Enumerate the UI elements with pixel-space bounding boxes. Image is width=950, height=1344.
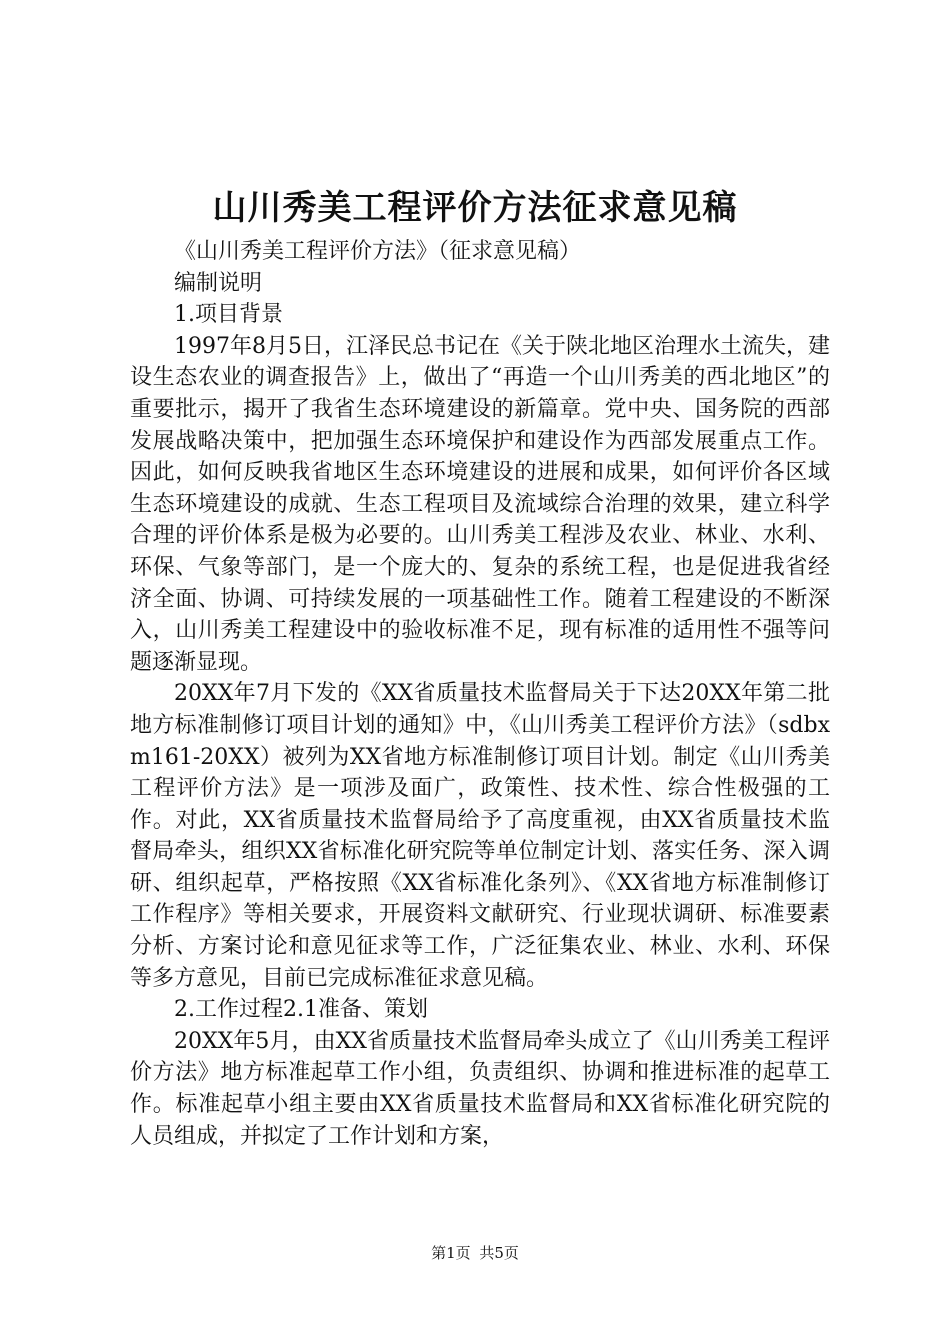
page-number: 第1页 [431,1244,471,1262]
paragraph-section-label: 编制说明 [174,270,263,296]
paragraph-heading-process: 2.工作过程2.1准备、策划 [174,997,428,1023]
page-footer [0,1243,950,1263]
paragraph-heading-background: 1.项目背景 [174,302,283,328]
paragraph-background-text: 1997年8月5日，江泽民总书记在《关于陕北地区治理水土流失，建设生态农业的调查报告》上，做出了“再造一个山川秀美的西北地区”的重要批示，揭开了我省生态环境建设的新篇章。党中央、国务院的西部发展战略决策中，把加强生态环境保护和建设作为西部发展重点工作。因此，如何反映我省地区生态环境建设的进展和成果，如何评价各区域生态环境建设的成就、生态工程项目及流域综合治理的效果，建立科学合理的评价体系是极为必要的。山川秀美工程涉及农业、林业、水利、环保、气象等部门，是一个庞大的、复杂的系统工程，也是促进我省经济全面、协调、可持续发展的一项基础性工作。随着工程建设的不断深入，山川秀美工程建设中的验收标准不足，现有标准的适用性不强等问题逐渐显现。 [130,333,830,675]
document-body [130,236,830,1152]
document-title: 山川秀美工程评价方法征求意见稿 [212,188,738,228]
paragraph-subtitle: 《山川秀美工程评价方法》（征求意见稿） [174,239,582,264]
paragraph-plan-text: 20XX年7月下发的《XX省质量技术监督局关于下达20XX年第二批地方标准制修订项目计划的通知》中，《山川秀美工程评价方法》（sdbxm161-20XX）被列为XX省地方标准制修订项目计划。制定《山川秀美工程评价方法》是一项涉及面广，政策性、技术性、综合性极强的工作。对此，XX省质量技术监督局给予了高度重视，由XX省质量技术监督局牵头，组织XX省标准化研究院等单位制定计划、落实任务、深入调研、组织起草，严格按照《XX省标准化条列》、《XX省地方标准制修订工作程序》等相关要求，开展资料文献研究、行业现状调研、标准要素分析、方案讨论和意见征求等工作，广泛征集农业、林业、水利、环保等多方意见，目前已完成标准征求意见稿。 [130,681,830,991]
paragraph-process-text: 20XX年5月，由XX省质量技术监督局牵头成立了《山川秀美工程评价方法》地方标准起草工作小组，负责组织、协调和推进标准的起草工作。标准起草小组主要由XX省质量技术监督局和XX省标准化研究院的人员组成，并拟定了工作计划和方案， [130,1028,830,1149]
page-total: 共5页 [479,1244,519,1262]
